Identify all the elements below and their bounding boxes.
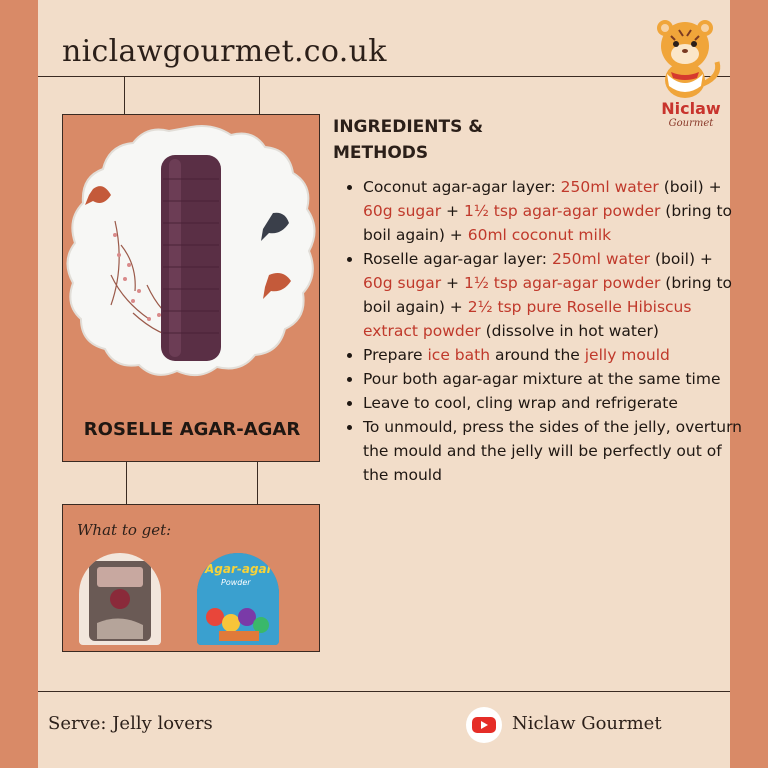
ingredient-text: around the <box>490 346 585 364</box>
ingredient-highlight: 60ml coconut milk <box>467 226 612 244</box>
jelly-plate-image <box>63 115 319 405</box>
ingredient-highlight: 60g sugar <box>363 274 442 292</box>
agar-pack-sub: Powder <box>221 578 251 587</box>
logo-subtitle: Gourmet <box>668 118 714 129</box>
recipe-photo-panel <box>62 114 320 462</box>
serve-text: Serve: Jelly lovers <box>48 713 213 734</box>
ingredient-text: (bring to boil again) + <box>363 202 733 244</box>
ingredient-text: To unmould, press the sides of the jelly, overturn the mould and the jelly will be perfectly out of the mould <box>363 418 743 484</box>
ingredient-text: Prepare <box>363 346 428 364</box>
ingredient-text: + <box>441 274 464 292</box>
agar-pack-label: Agar-agar <box>205 562 273 576</box>
ingredient-highlight: 250ml water <box>551 250 651 268</box>
ingredient-text: Pour both agar-agar mixture at the same time <box>363 370 721 388</box>
connector-line <box>257 462 258 504</box>
youtube-icon <box>466 707 502 743</box>
ingredient-highlight: 60g sugar <box>363 202 442 220</box>
what-to-get-label: What to get: <box>77 521 172 539</box>
ingredient-step <box>363 367 743 391</box>
ingredient-highlight: jelly mould <box>584 346 670 364</box>
header-divider <box>38 76 730 77</box>
ingredient-step <box>363 415 743 487</box>
channel-name[interactable]: Niclaw Gourmet <box>512 713 662 734</box>
tiger-mascot-icon <box>641 14 741 104</box>
ingredient-step <box>363 391 743 415</box>
recipe-card <box>38 0 743 768</box>
ingredient-text: Coconut agar-agar layer: <box>363 178 561 196</box>
footer-divider <box>38 691 730 692</box>
ingredients-heading-line1: INGREDIENTS & <box>333 117 484 137</box>
site-title[interactable]: niclawgourmet.co.uk <box>62 34 387 69</box>
what-to-get-panel <box>62 504 320 652</box>
youtube-link[interactable] <box>466 707 502 743</box>
roselle-pack-image <box>79 553 161 645</box>
connector-line <box>124 76 125 114</box>
ingredient-text: (dissolve in hot water) <box>480 322 659 340</box>
ingredient-text: Leave to cool, cling wrap and refrigerate <box>363 394 678 412</box>
ingredient-text: (boil) + <box>658 178 722 196</box>
connector-line <box>126 462 127 504</box>
ingredient-step <box>363 247 743 343</box>
ingredient-highlight: 1½ tsp agar-agar powder <box>463 274 661 292</box>
agar-pack-image <box>197 553 279 645</box>
ingredient-step <box>363 343 743 367</box>
recipe-name: ROSELLE AGAR-AGAR <box>83 419 301 440</box>
ingredient-step <box>363 175 743 247</box>
ingredient-highlight: 1½ tsp agar-agar powder <box>463 202 661 220</box>
ingredient-text: (boil) + <box>650 250 713 268</box>
ingredient-text: Roselle agar-agar layer: <box>363 250 552 268</box>
niclaw-logo[interactable] <box>641 14 731 134</box>
ingredient-text: + <box>441 202 464 220</box>
connector-line <box>259 76 260 114</box>
ingredients-heading-line2: METHODS <box>333 143 429 163</box>
product-agar-agar-powder[interactable] <box>197 553 279 645</box>
ingredient-text: (bring to boil again) + <box>363 274 733 316</box>
logo-name: Niclaw <box>661 99 721 118</box>
ingredients-list <box>343 175 743 487</box>
product-roselle-extract[interactable] <box>79 553 161 645</box>
ingredient-highlight: ice bath <box>427 346 491 364</box>
ingredient-highlight: 2½ tsp pure Roselle Hibiscus extract powder <box>363 298 692 340</box>
ingredients-heading <box>333 114 573 166</box>
ingredient-highlight: 250ml water <box>560 178 659 196</box>
